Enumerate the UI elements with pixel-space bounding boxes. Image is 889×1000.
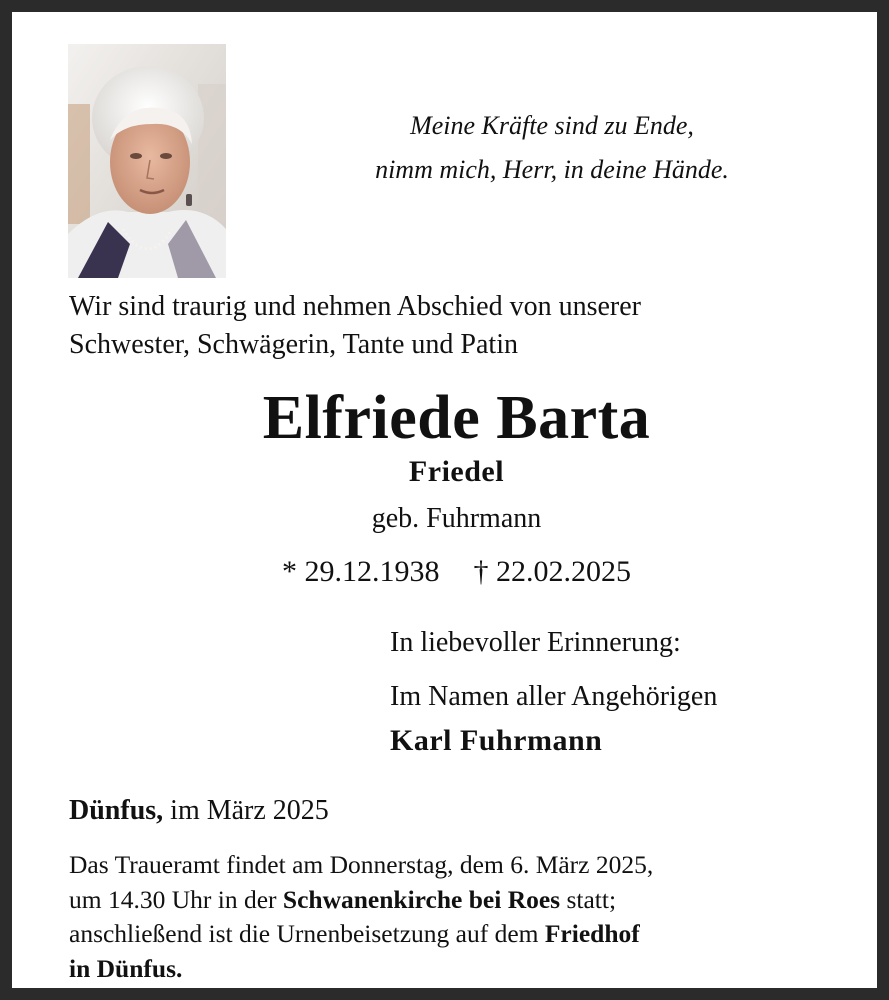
service-line-2-a: um 14.30 Uhr in der [69,884,283,914]
signoff-block [390,624,870,760]
verse-quote [312,104,792,192]
service-line-4 [69,952,859,987]
church-name: Schwanenkirche bei Roes [282,884,561,914]
service-line-2 [69,883,859,918]
intro-line-2: Schwester, Schwägerin, Tante und Patin [69,329,518,360]
place-town: Dünfus, [69,795,164,826]
deceased-name: Elfriede Barta [262,384,651,452]
service-info [69,848,859,986]
life-dates [12,552,889,592]
verse-line-1: Meine Kräfte sind zu Ende, [410,111,694,140]
place-month: im März 2025 [170,795,329,826]
service-line-3 [69,917,859,952]
signoff-line-2: Im Namen aller Angehörigen [390,681,718,712]
portrait-photo [68,44,226,278]
intro-line-1: Wir sind traurig und nehmen Abschied von unserer [69,291,641,322]
service-line-3-a: anschließend ist die Urnenbeisetzung auf dem [69,919,545,948]
service-line-2-c: statt; [560,884,617,914]
deceased-nickname: Friedel [408,455,505,488]
death-date: † 22.02.2025 [473,555,631,588]
verse-line-2: nimm mich, Herr, in deine Hände. [375,155,729,184]
cemetery-label: Friedhof [544,919,640,948]
signer-name: Karl Fuhrmann [390,724,603,757]
intro-text [69,288,859,364]
signoff-line-1: In liebevoller Erinnerung: [390,627,681,658]
service-line-1: Das Traueramt findet am Donnerstag, dem 6. März 2025, [69,850,654,879]
cemetery-location: in Dünfus. [69,953,183,983]
place-date [69,792,859,830]
maiden-name: geb. Fuhrmann [371,503,542,534]
birth-date: * 29.12.1938 [282,555,440,588]
